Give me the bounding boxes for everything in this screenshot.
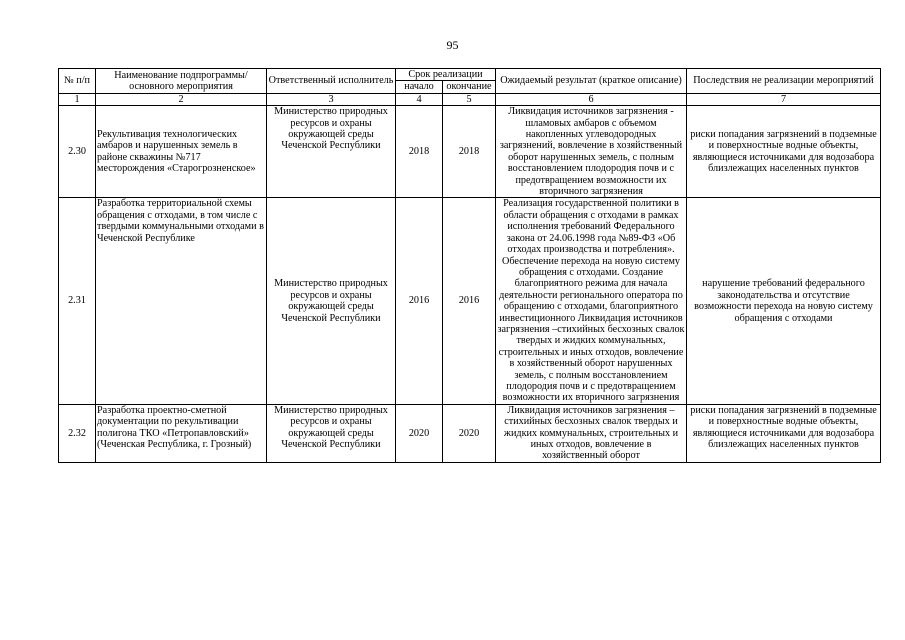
row-consequences: риски попадания загрязнений в подземные и поверхностные водные объекты, являющиеся источниками для водозабора близлежащих населенных пунктов — [687, 404, 881, 462]
row-executor: Министерство природных ресурсов и охраны окружающей среды Чеченской Республики — [267, 404, 396, 462]
row-num: 2.30 — [59, 106, 96, 198]
row-executor: Министерство природных ресурсов и охраны окружающей среды Чеченской Республики — [267, 106, 396, 198]
col-number: 4 — [396, 93, 443, 105]
row-num: 2.32 — [59, 404, 96, 462]
row-name: Разработка проектно-сметной документации по рекультивации полигона ТКО «Петропавловский» (Чеченская Республика, г. Грозный) — [96, 404, 267, 462]
row-result: Ликвидация источников загрязнения - шламовых амбаров с объемом накопленных углеводородных загрязнений, вовлечение в хозяйственный оборот нарушенных земель, с полным восстановлением плодородия почв и с предотвращением возможности их вторичного загрязнения — [496, 106, 687, 198]
header-consequences: Последствия не реализации мероприятий — [687, 69, 881, 94]
program-table — [58, 68, 881, 463]
row-num: 2.31 — [59, 198, 96, 404]
row-result: Реализация государственной политики в области обращения с отходами в рамках исполнения требований Федерального закона от 24.06.1998 года №89-ФЗ «Об отходах производства и потребления». Обеспечение перехода на новую систему обращения с отходами. Создание благоприятного режима для начала деятельности регионального оператора по обращению с отходами, благоприятного инвестиционного Ликвидация источников загрязнения –стихийных бесхозных свалок твердых и жидких коммунальных, строительных и иных отходов, вовлечение в хозяйственный оборот нарушенных земель, с полным восстановлением плодородия почв и с предотвращением возможности их вторичного загрязнения — [497, 198, 685, 404]
row-consequences: нарушение требований федерального законодательства и отсутствие возможности перехода на новую систему обращения с отходами — [687, 198, 881, 404]
col-number: 5 — [443, 93, 496, 105]
page-number: 95 — [446, 38, 459, 52]
row-result: Ликвидация источников загрязнения –стихийных бесхозных свалок твердых и жидких коммунальных, строительных и иных отходов, вовлечение в хозяйственный оборот — [496, 404, 687, 462]
row-start: 2016 — [396, 198, 443, 404]
header-start: начало — [396, 81, 443, 93]
table-row — [59, 404, 881, 462]
col-number: 3 — [267, 93, 396, 105]
column-numbers-row — [59, 93, 881, 105]
col-number: 7 — [687, 93, 881, 105]
col-number: 1 — [59, 93, 96, 105]
header-num: № п/п — [59, 69, 96, 94]
header-result: Ожидаемый результат (краткое описание) — [496, 69, 687, 94]
header-end: окончание — [443, 81, 496, 93]
row-executor: Министерство природных ресурсов и охраны окружающей среды Чеченской Республики — [267, 198, 396, 404]
header-period: Срок реализации — [396, 69, 496, 81]
col-number: 6 — [496, 93, 687, 105]
row-start: 2020 — [396, 404, 443, 462]
row-start: 2018 — [396, 106, 443, 198]
table-row — [59, 106, 881, 198]
row-end: 2020 — [443, 404, 496, 462]
header-row — [59, 69, 881, 81]
col-number: 2 — [96, 93, 267, 105]
row-end: 2016 — [443, 198, 496, 404]
header-name: Наименование подпрограммы/ основного мероприятия — [96, 69, 267, 94]
row-name: Разработка территориальной схемы обращения с отходами, в том числе с твердыми коммунальными отходами в Чеченской Республике — [96, 198, 267, 404]
row-consequences: риски попадания загрязнений в подземные и поверхностные водные объекты, являющиеся источниками для водозабора близлежащих населенных пунктов — [687, 106, 881, 198]
header-executor: Ответственный исполнитель — [267, 69, 396, 94]
row-name: Рекультивация технологических амбаров и нарушенных земель в районе скважины №717 месторождения «Старогрозненское» — [96, 106, 267, 198]
row-end: 2018 — [443, 106, 496, 198]
table-row — [59, 198, 881, 404]
